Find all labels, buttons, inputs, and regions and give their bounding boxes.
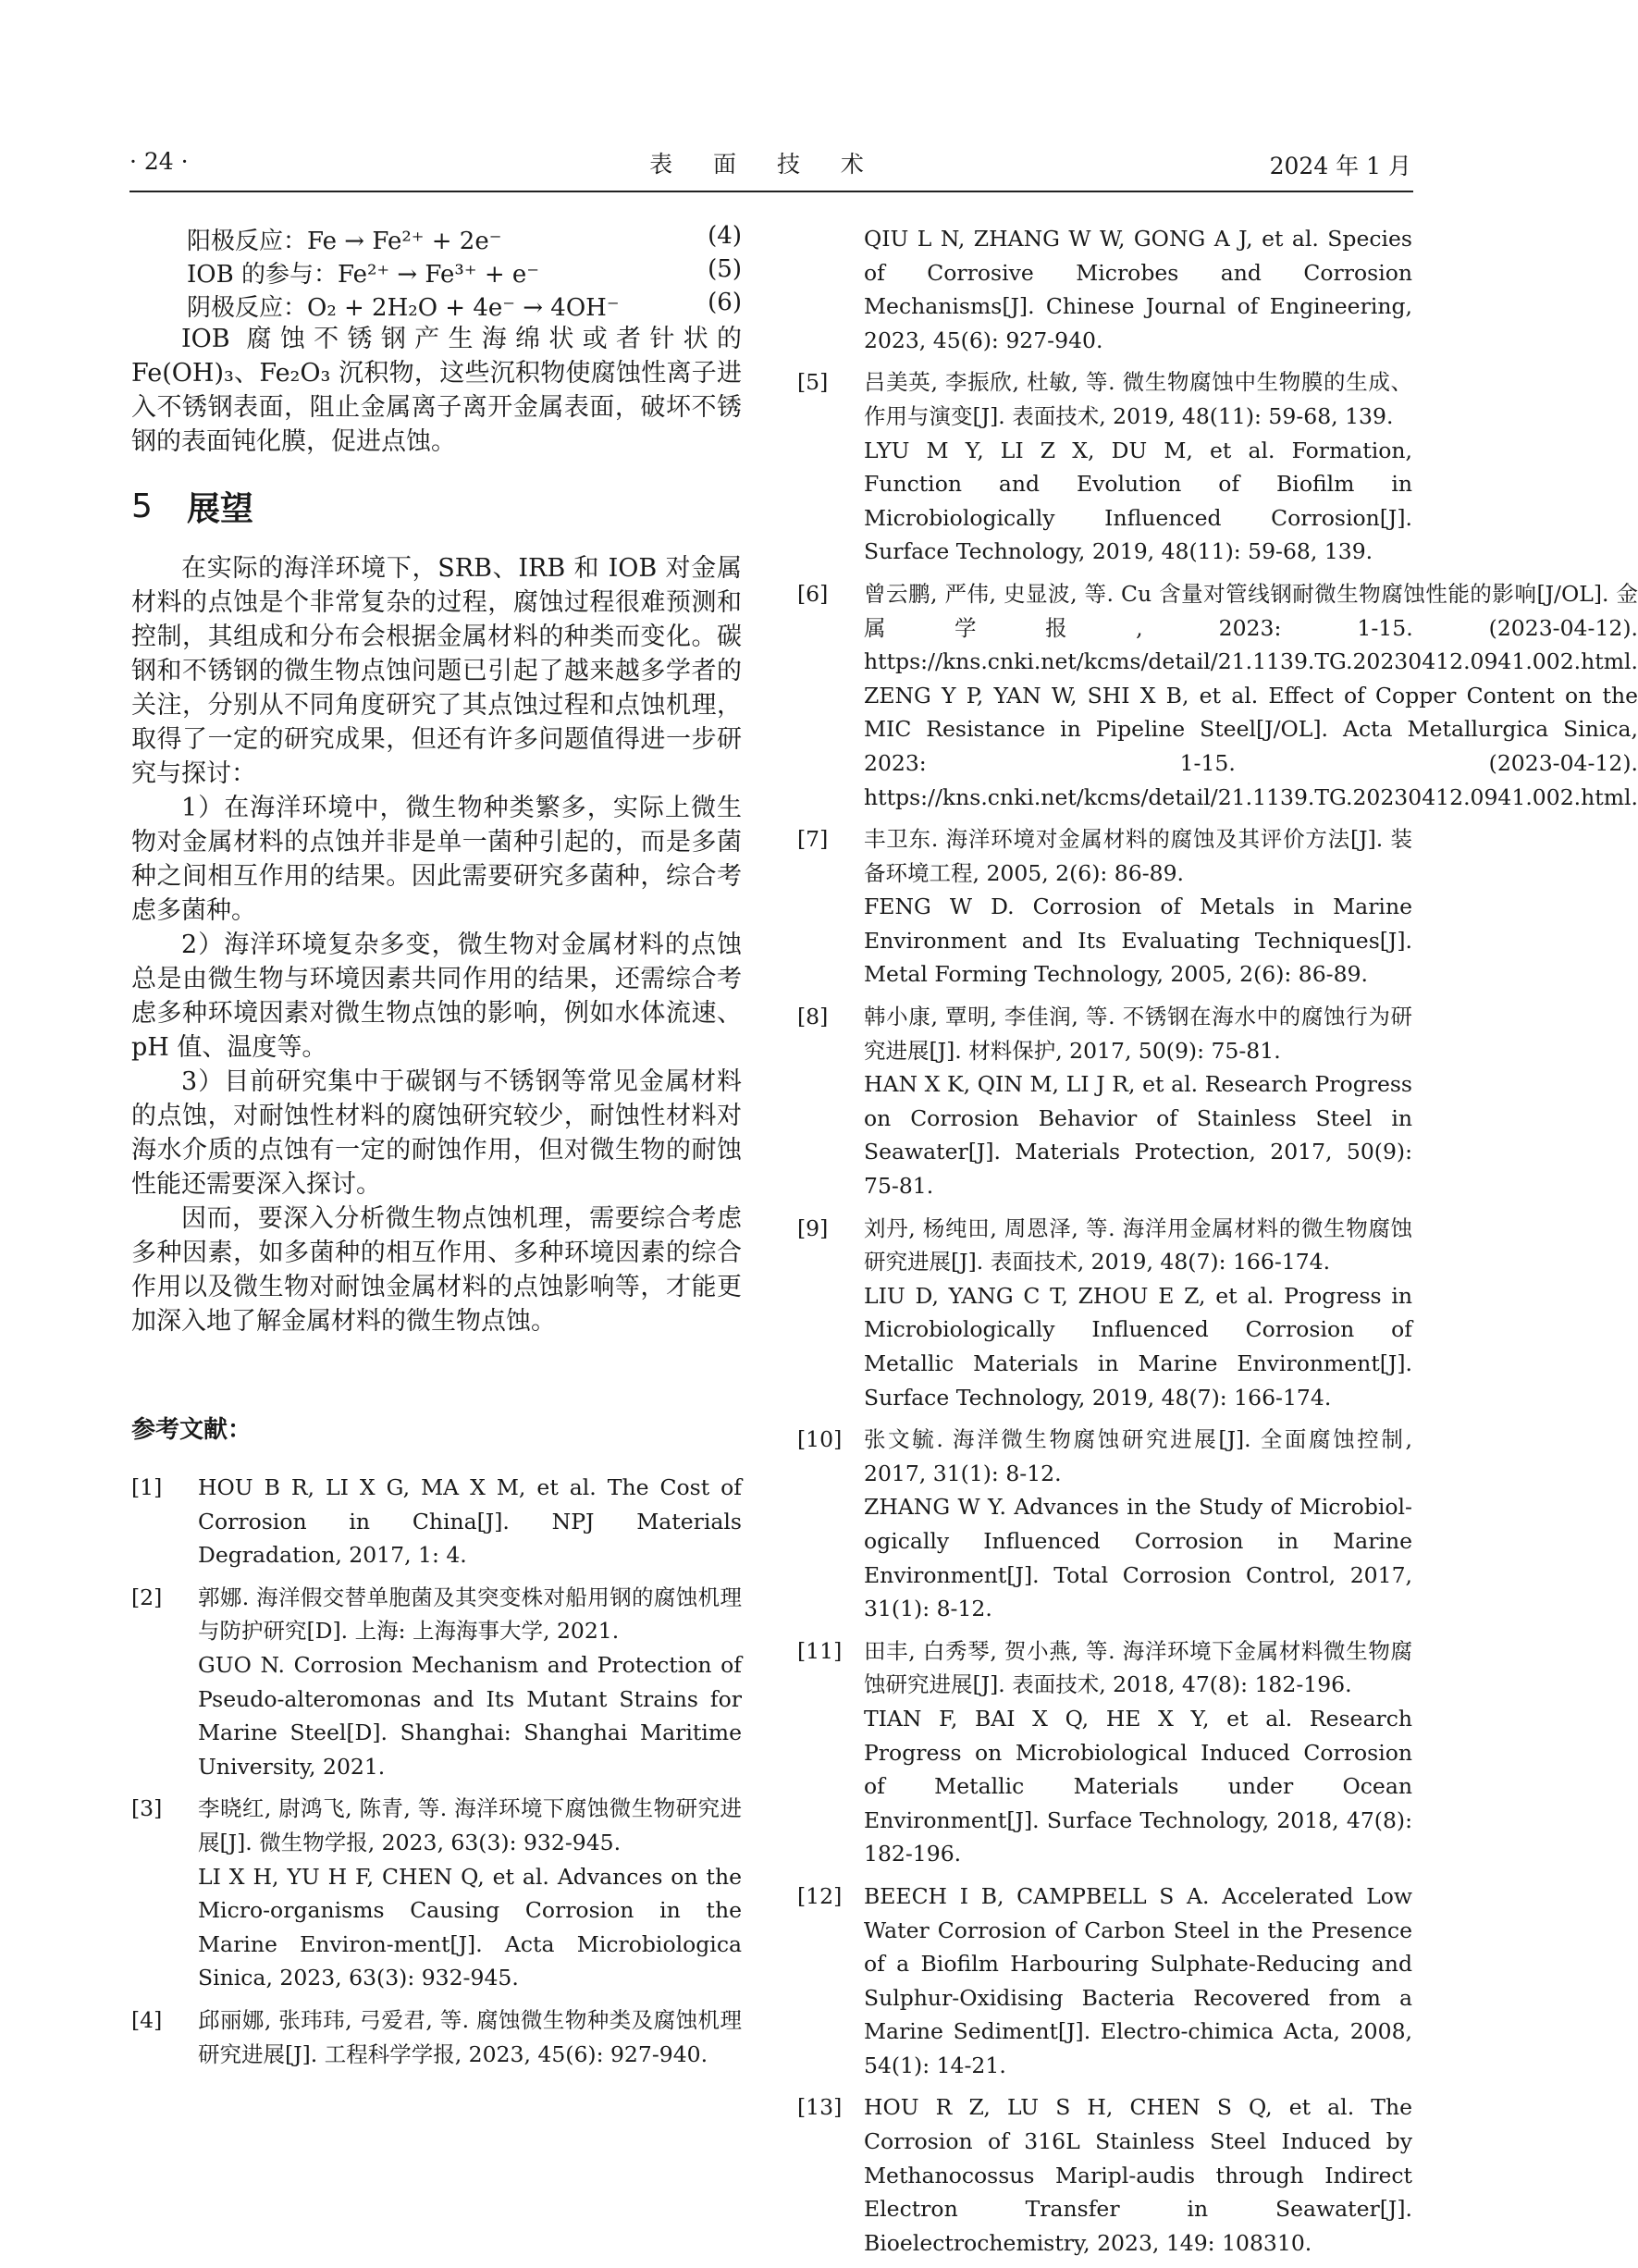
reference-number: [6] bbox=[797, 580, 829, 607]
reference-text: 田丰, 白秀琴, 贺小燕, 等. 海洋环境下金属材料微生物腐蚀研究进展[J]. 表面技术, 2018, 47(8): 182-196. bbox=[864, 1637, 1412, 1698]
equation-text: 阴极反应：O₂ + 2H₂O + 4e⁻ → 4OH⁻ bbox=[187, 294, 620, 322]
reference-number: [10] bbox=[797, 1426, 843, 1453]
reference-number: [5] bbox=[797, 369, 829, 396]
reference-text: 韩小康, 覃明, 李佳润, 等. 不锈钢在海水中的腐蚀行为研究进展[J]. 材料保护, 2017, 50(9): 75-81. bbox=[864, 1004, 1412, 1064]
equation-number: (5) bbox=[708, 255, 742, 283]
reference-text: HAN X K, QIN M, LI J R, et al. Research Progress on Corrosion Behavior of Stainless Steel in Seawater[J]. Materials Protection, 2017, 50(9): 75-81. bbox=[864, 1071, 1412, 1200]
reference-number: [9] bbox=[797, 1214, 829, 1241]
reference-text: 丰卫东. 海洋环境对金属材料的腐蚀及其评价方法[J]. 装备环境工程, 2005, 2(6): 86-89. bbox=[864, 826, 1412, 886]
reference-text: 邱丽娜, 张玮玮, 弓爱君, 等. 腐蚀微生物种类及腐蚀机理研究进展[J]. 工程科学学报, 2023, 45(6): 927-940. bbox=[198, 2006, 742, 2067]
reference-number: [1] bbox=[131, 1474, 163, 1500]
reference-text: 张文毓. 海洋微生物腐蚀研究进展[J]. 全面腐蚀控制, 2017, 31(1): 8-12. bbox=[864, 1426, 1412, 1486]
reference-body bbox=[198, 1581, 742, 1784]
journal-title: 表 面 技 术 bbox=[649, 151, 881, 178]
reference-entry bbox=[131, 2003, 742, 2071]
equation-number: (6) bbox=[708, 289, 742, 316]
reference-body bbox=[864, 577, 1638, 814]
body-paragraph: 3）目前研究集中于碳钢与不锈钢等常见金属材料的点蚀，对耐蚀性材料的腐蚀研究较少，耐蚀性材料对海水介质的点蚀有一定的耐蚀作用，但对微生物的耐蚀性能还需要深入探讨。 bbox=[131, 1067, 742, 1199]
reference-entry bbox=[131, 1581, 742, 1784]
reference-number: [3] bbox=[131, 1795, 163, 1822]
reference-body bbox=[198, 2003, 742, 2071]
reference-number: [12] bbox=[797, 1882, 843, 1909]
reference-text: GUO N. Corrosion Mechanism and Protection of Pseudo-alteromonas and Its Mutant Strains for Marine Steel[D]. Shanghai: Shanghai Maritime University, 2021. bbox=[198, 1651, 742, 1780]
reference-continuation: QIU L N, ZHANG W W, GONG A J, et al. Species of Corrosive Microbes and Corrosion Mechanisms[J]. Chinese Journal of Engineering, 2023, 45(6): 927-940. bbox=[864, 226, 1412, 353]
equation-text: 阳极反应：Fe → Fe²⁺ + 2e⁻ bbox=[187, 228, 502, 255]
issue-date: 2024 年 1 月 bbox=[1269, 153, 1411, 179]
page-number: · 24 · bbox=[129, 148, 189, 175]
reference-text: 吕美英, 李振欣, 杜敏, 等. 微生物腐蚀中生物膜的生成、作用与演变[J]. 表面技术, 2019, 48(11): 59-68, 139. bbox=[864, 369, 1412, 429]
references-heading: 参考文献： bbox=[131, 1416, 252, 1444]
reference-text: ZENG Y P, YAN W, SHI X B, et al. Effect of Copper Content on the MIC Resistance in Pipeline Steel[J/OL]. Acta Metallurgica Sinica, 2023: 1-15. (2023-04-12). https://kns.cnki.net/kcms/detail/21.1139.TG.20230412.0941.002.html. bbox=[864, 682, 1638, 810]
reference-text: 曾云鹏, 严伟, 史显波, 等. Cu 含量对管线钢耐微生物腐蚀性能的影响[J/OL]. 金属学报, 2023: 1-15. (2023-04-12). https://kns.cnki.net/kcms/detail/21.1139.TG.20230412.0941.002.html. bbox=[864, 580, 1638, 675]
reference-entry bbox=[797, 1423, 1412, 1626]
reference-body bbox=[198, 1471, 742, 1572]
reference-number: [8] bbox=[797, 1004, 829, 1030]
reference-text: LI X H, YU H F, CHEN Q, et al. Advances on the Micro-organisms Causing Corrosion in the Marine Environ-ment[J]. Acta Microbiologica Sinica, 2023, 63(3): 932-945. bbox=[198, 1863, 742, 1991]
reference-body bbox=[864, 822, 1412, 992]
reference-entry bbox=[131, 1471, 742, 1572]
equation-5 bbox=[131, 255, 742, 289]
body-paragraph: IOB 腐蚀不锈钢产生海绵状或者针状的 Fe(OH)₃、Fe₂O₃ 沉积物，这些沉积物使腐蚀性离子进入不锈钢表面，阻止金属离子离开金属表面，破坏不锈钢的表面钝化膜，促进点蚀。 bbox=[131, 325, 742, 456]
equation-4 bbox=[131, 222, 742, 255]
section-number: 5 bbox=[131, 487, 153, 525]
reference-body bbox=[198, 1792, 742, 1995]
reference-number: [13] bbox=[797, 2094, 843, 2121]
references-list-left bbox=[131, 1471, 742, 2071]
left-column bbox=[131, 222, 742, 2079]
body-paragraph: 2）海洋环境复杂多变，微生物对金属材料的点蚀总是由微生物与环境因素共同作用的结果，还需综合考虑多种环境因素对微生物点蚀的影响，例如水体流速、pH 值、温度等。 bbox=[131, 931, 742, 1062]
equation-text: IOB 的参与：Fe²⁺ → Fe³⁺ + e⁻ bbox=[187, 261, 539, 289]
reference-text: HOU R Z, LU S H, CHEN S Q, et al. The Corrosion of 316L Stainless Steel Induced by Methanocossus Maripl-audis through Indirect Electron Transfer in Seawater[J]. Bioelectrochemistry, 2023, 149: 108310. bbox=[864, 2094, 1412, 2256]
reference-body bbox=[864, 1423, 1412, 1626]
reference-text: LYU M Y, LI Z X, DU M, et al. Formation, Function and Evolution of Biofilm in Microbiologically Influenced Corrosion[J]. Surface Technology, 2019, 48(11): 59-68, 139. bbox=[864, 437, 1412, 565]
equation-number: (4) bbox=[708, 222, 742, 250]
reference-text: 李晓红, 尉鸿飞, 陈青, 等. 海洋环境下腐蚀微生物研究进展[J]. 微生物学报, 2023, 63(3): 932-945. bbox=[198, 1795, 742, 1855]
reference-entry bbox=[797, 1212, 1412, 1415]
section-title: 展望 bbox=[187, 489, 254, 528]
reference-body bbox=[864, 1212, 1412, 1415]
body-paragraph: 因而，要深入分析微生物点蚀机理，需要综合考虑多种因素，如多菌种的相互作用、多种环境因素的综合作用以及微生物对耐蚀金属材料的点蚀影响等，才能更加深入地了解金属材料的微生物点蚀。 bbox=[131, 1204, 742, 1336]
reference-body bbox=[864, 365, 1412, 569]
reference-number: [4] bbox=[131, 2006, 163, 2033]
reference-entry bbox=[797, 822, 1412, 992]
reference-text: 刘丹, 杨纯田, 周恩泽, 等. 海洋用金属材料的微生物腐蚀研究进展[J]. 表面技术, 2019, 48(7): 166-174. bbox=[864, 1214, 1412, 1276]
reference-text: ZHANG W Y. Advances in the Study of Microbiol-ogically Influenced Corrosion in Marine Environment[J]. Total Corrosion Control, 2017, 31(1): 8-12. bbox=[864, 1494, 1412, 1622]
section-heading bbox=[131, 483, 742, 529]
reference-entry bbox=[797, 365, 1412, 569]
reference-text: HOU B R, LI X G, MA X M, et al. The Cost of Corrosion in China[J]. NPJ Materials Degradation, 2017, 1: 4. bbox=[198, 1474, 742, 1569]
references-list-right bbox=[797, 365, 1638, 2260]
right-column bbox=[797, 222, 1638, 2268]
reference-body bbox=[864, 1880, 1412, 2083]
reference-body bbox=[864, 1634, 1412, 1871]
reference-entry bbox=[797, 1000, 1412, 1203]
equation-6 bbox=[131, 289, 742, 322]
reference-entry bbox=[797, 2090, 1412, 2260]
reference-entry bbox=[131, 1792, 742, 1995]
body-paragraph: 在实际的海洋环境下，SRB、IRB 和 IOB 对金属材料的点蚀是个非常复杂的过程，腐蚀过程很难预测和控制，其组成和分布会根据金属材料的种类而变化。碳钢和不锈钢的微生物点蚀问题已引起了越来越多学者的关注，分别从不同角度研究了其点蚀过程和点蚀机理，取得了一定的研究成果，但还有许多问题值得进一步研究与探讨： bbox=[131, 554, 742, 788]
reference-text: BEECH I B, CAMPBELL S A. Accelerated Low Water Corrosion of Carbon Steel in the Presence of a Biofilm Harbouring Sulphate-Reducing and Sulphur-Oxidising Bacteria Recovered from a Marine Sediment[J]. Electro-chimica Acta, 2008, 54(1): 14-21. bbox=[864, 1882, 1412, 2078]
body-paragraph: 1）在海洋环境中，微生物种类繁多，实际上微生物对金属材料的点蚀并非是单一菌种引起的，而是多菌种之间相互作用的结果。因此需要研究多菌种，综合考虑多菌种。 bbox=[131, 794, 742, 925]
reference-body bbox=[864, 2090, 1412, 2260]
reference-number: [7] bbox=[797, 826, 829, 853]
header-rule bbox=[129, 191, 1413, 192]
reference-number: [11] bbox=[797, 1637, 843, 1664]
reference-entry bbox=[797, 1634, 1412, 1871]
reference-body bbox=[864, 1000, 1412, 1203]
reference-entry bbox=[797, 577, 1638, 814]
reference-text: 郭娜. 海洋假交替单胞菌及其突变株对船用钢的腐蚀机理与防护研究[D]. 上海: 上海海事大学, 2021. bbox=[198, 1584, 742, 1645]
reference-text: LIU D, YANG C T, ZHOU E Z, et al. Progress in Microbiologically Influenced Corrosion of Metallic Materials in Marine Environment[J]. Surface Technology, 2019, 48(7): 166-174. bbox=[864, 1282, 1412, 1411]
reference-number: [2] bbox=[131, 1584, 163, 1610]
reference-text: FENG W D. Corrosion of Metals in Marine Environment and Its Evaluating Techniques[J]. Metal Forming Technology, 2005, 2(6): 86-89. bbox=[864, 894, 1412, 988]
reference-entry bbox=[797, 1880, 1412, 2083]
reference-text: TIAN F, BAI X Q, HE X Y, et al. Research Progress on Microbiological Induced Corrosion of Metallic Materials under Ocean Environment[J]. Surface Technology, 2018, 47(8): 182-196. bbox=[864, 1705, 1412, 1867]
